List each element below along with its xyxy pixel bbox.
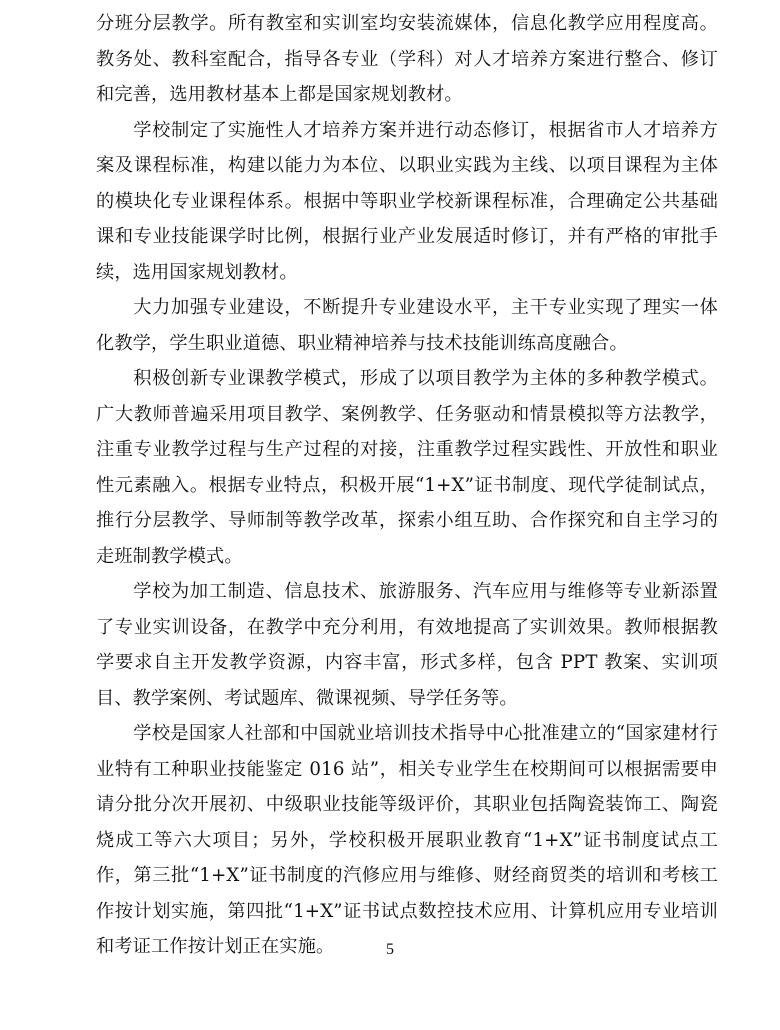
- paragraph-skill-appraisal: 学校是国家人社部和中国就业培训技术指导中心批准建立的“国家建材行业特有工种职业技能鉴定 016 站”，相关专业学生在校期间可以根据需要申请分批分次开展初、中级职业技能等级评价，其职业包括陶瓷装饰工、陶瓷烧成工等六大项目；另外，学校积极开展职业教育“1+X”证书制度试点工作，第三批“1+X”证书制度的汽修应用与维修、财经商贸类的培训和考核工作按计划实施，第四批“1+X”证书试点数控技术应用、计算机应用专业培训和考证工作按计划正在实施。: [96, 723, 718, 957]
- document-body: [96, 6, 718, 965]
- paragraph-training-equipment: 学校为加工制造、信息技术、旅游服务、汽车应用与维修等专业新添置了专业实训设备，在教学中充分利用，有效地提高了实训效果。教师根据教学要求自主开发教学资源，内容丰富，形式多样，包含 PPT 教案、实训项目、教学案例、考试题库、微课视频、导学任务等。: [96, 581, 718, 709]
- paragraph-specialty-construction: 大力加强专业建设，不断提升专业建设水平，主干专业实现了理实一体化教学，学生职业道德、职业精神培养与技术技能训练高度融合。: [96, 297, 718, 354]
- page-number: 5: [386, 941, 394, 958]
- paragraph-teaching-mode: 积极创新专业课教学模式，形成了以项目教学为主体的多种教学模式。广大教师普遍采用项目教学、案例教学、任务驱动和情景模拟等方法教学，注重专业教学过程与生产过程的对接，注重教学过程实践性、开放性和职业性元素融入。根据专业特点，积极开展“1+X”证书制度、现代学徒制试点，推行分层教学、导师制等教学改革，探索小组互助、合作探究和自主学习的走班制教学模式。: [96, 368, 718, 567]
- paragraph-continuation: 分班分层教学。所有教室和实训室均安装流媒体，信息化教学应用程度高。教务处、教科室配合，指导各专业（学科）对人才培养方案进行整合、修订和完善，选用教材基本上都是国家规划教材。: [96, 13, 718, 105]
- paragraph-training-plan: 学校制定了实施性人才培养方案并进行动态修订，根据省市人才培养方案及课程标准，构建以能力为本位、以职业实践为主线、以项目课程为主体的模块化专业课程体系。根据中等职业学校新课程标准，合理确定公共基础课和专业技能课学时比例，根据行业产业发展适时修订，并有严格的审批手续，选用国家规划教材。: [96, 119, 718, 283]
